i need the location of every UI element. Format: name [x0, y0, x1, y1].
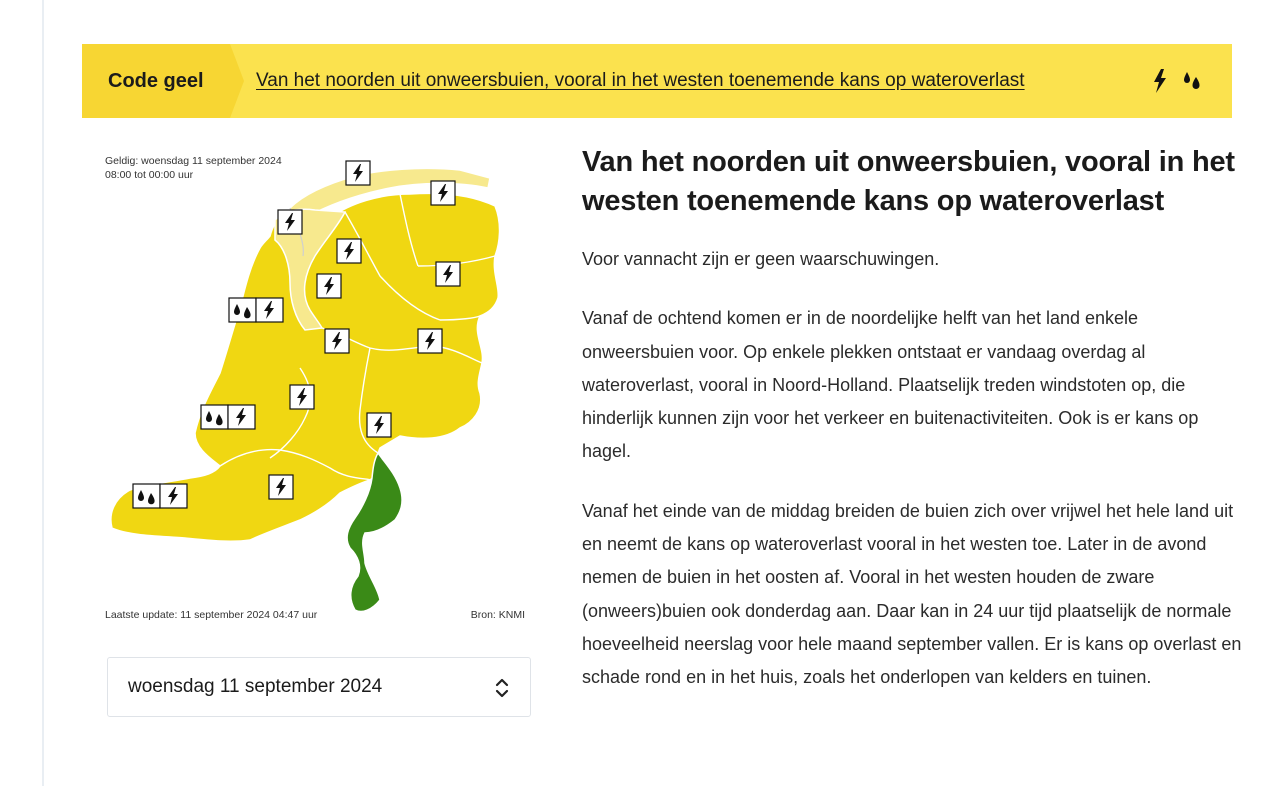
map-validity	[105, 154, 282, 182]
region-icon-flevoland[interactable]	[325, 329, 349, 353]
region-icon-noord-holland-noord[interactable]	[278, 210, 302, 234]
region-icon-noord-brabant[interactable]	[269, 475, 293, 499]
region-icon-ijsselmeergebied[interactable]	[317, 274, 341, 298]
map-validity-date: Geldig: woensdag 11 september 2024	[105, 155, 282, 167]
warning-map	[100, 148, 532, 628]
region-icon-groningen[interactable]	[431, 181, 455, 205]
region-icon-utrecht[interactable]	[290, 385, 314, 409]
page-left-rule	[42, 0, 44, 786]
map-source: Bron: KNMI	[470, 609, 525, 621]
date-select[interactable]	[107, 657, 531, 717]
region-icon-noord-holland[interactable]	[229, 298, 283, 322]
region-icon-drenthe[interactable]	[436, 262, 460, 286]
map-last-update: Laatste update: 11 september 2024 04:47 uur	[105, 609, 318, 621]
date-select-value: woensdag 11 september 2024	[128, 676, 383, 697]
lightning-icon	[1152, 69, 1168, 93]
region-icon-zuid-holland[interactable]	[201, 405, 255, 429]
region-icon-friesland[interactable]	[337, 239, 361, 263]
netherlands-map	[100, 148, 532, 628]
article-title: Van het noorden uit onweersbuien, vooral in het westen toenemende kans op wateroverlast	[582, 146, 1235, 217]
warning-headline-link[interactable]: Van het noorden uit onweersbuien, vooral in het westen toenemende kans op wateroverlast	[256, 70, 1025, 91]
article-paragraph-3: Vanaf het einde van de middag breiden de buien zich over vrijwel het hele land uit en neemt de kans op wateroverlast vooral in het westen toe. Later in de avond nemen de buien in het oosten af. Vooral in het westen houden de zware (onweers)buien ook donderdag aan. Daar kan in 24 uur tijd plaatselijk de normale hoeveelheid neerslag voor hele maand september vallen. Er is kans op overlast en schade rond en in het huis, zoals het onderlopen van kelders en tuinen.	[582, 500, 1242, 688]
warning-banner	[82, 44, 1232, 118]
warning-article	[582, 143, 1242, 695]
rain-drops-icon	[1182, 70, 1204, 92]
region-icon-overijssel[interactable]	[418, 329, 442, 353]
region-icon-zeeland[interactable]	[133, 484, 187, 508]
article-paragraph-2: Vanaf de ochtend komen er in de noordelijke helft van het land enkele onweersbuien voor. Op enkele plekken ontstaat er vandaag overdag al wateroverlast, vooral in Noord-Holland. Plaatselijk treden windstoten op, die hinderlijk kunnen zijn voor het verkeer en buitenactiviteiten. Ook is er kans op hagel.	[582, 308, 1199, 462]
region-icon-gelderland[interactable]	[367, 413, 391, 437]
chevron-up-down-icon	[494, 676, 510, 700]
banner-icons	[1152, 69, 1204, 93]
region-icon-waddeneilanden[interactable]	[346, 161, 370, 185]
map-validity-time: 08:00 tot 00:00 uur	[105, 169, 194, 181]
article-paragraph-1: Voor vannacht zijn er geen waarschuwingen.	[582, 249, 940, 269]
warning-code-label: Code geel	[82, 44, 230, 118]
